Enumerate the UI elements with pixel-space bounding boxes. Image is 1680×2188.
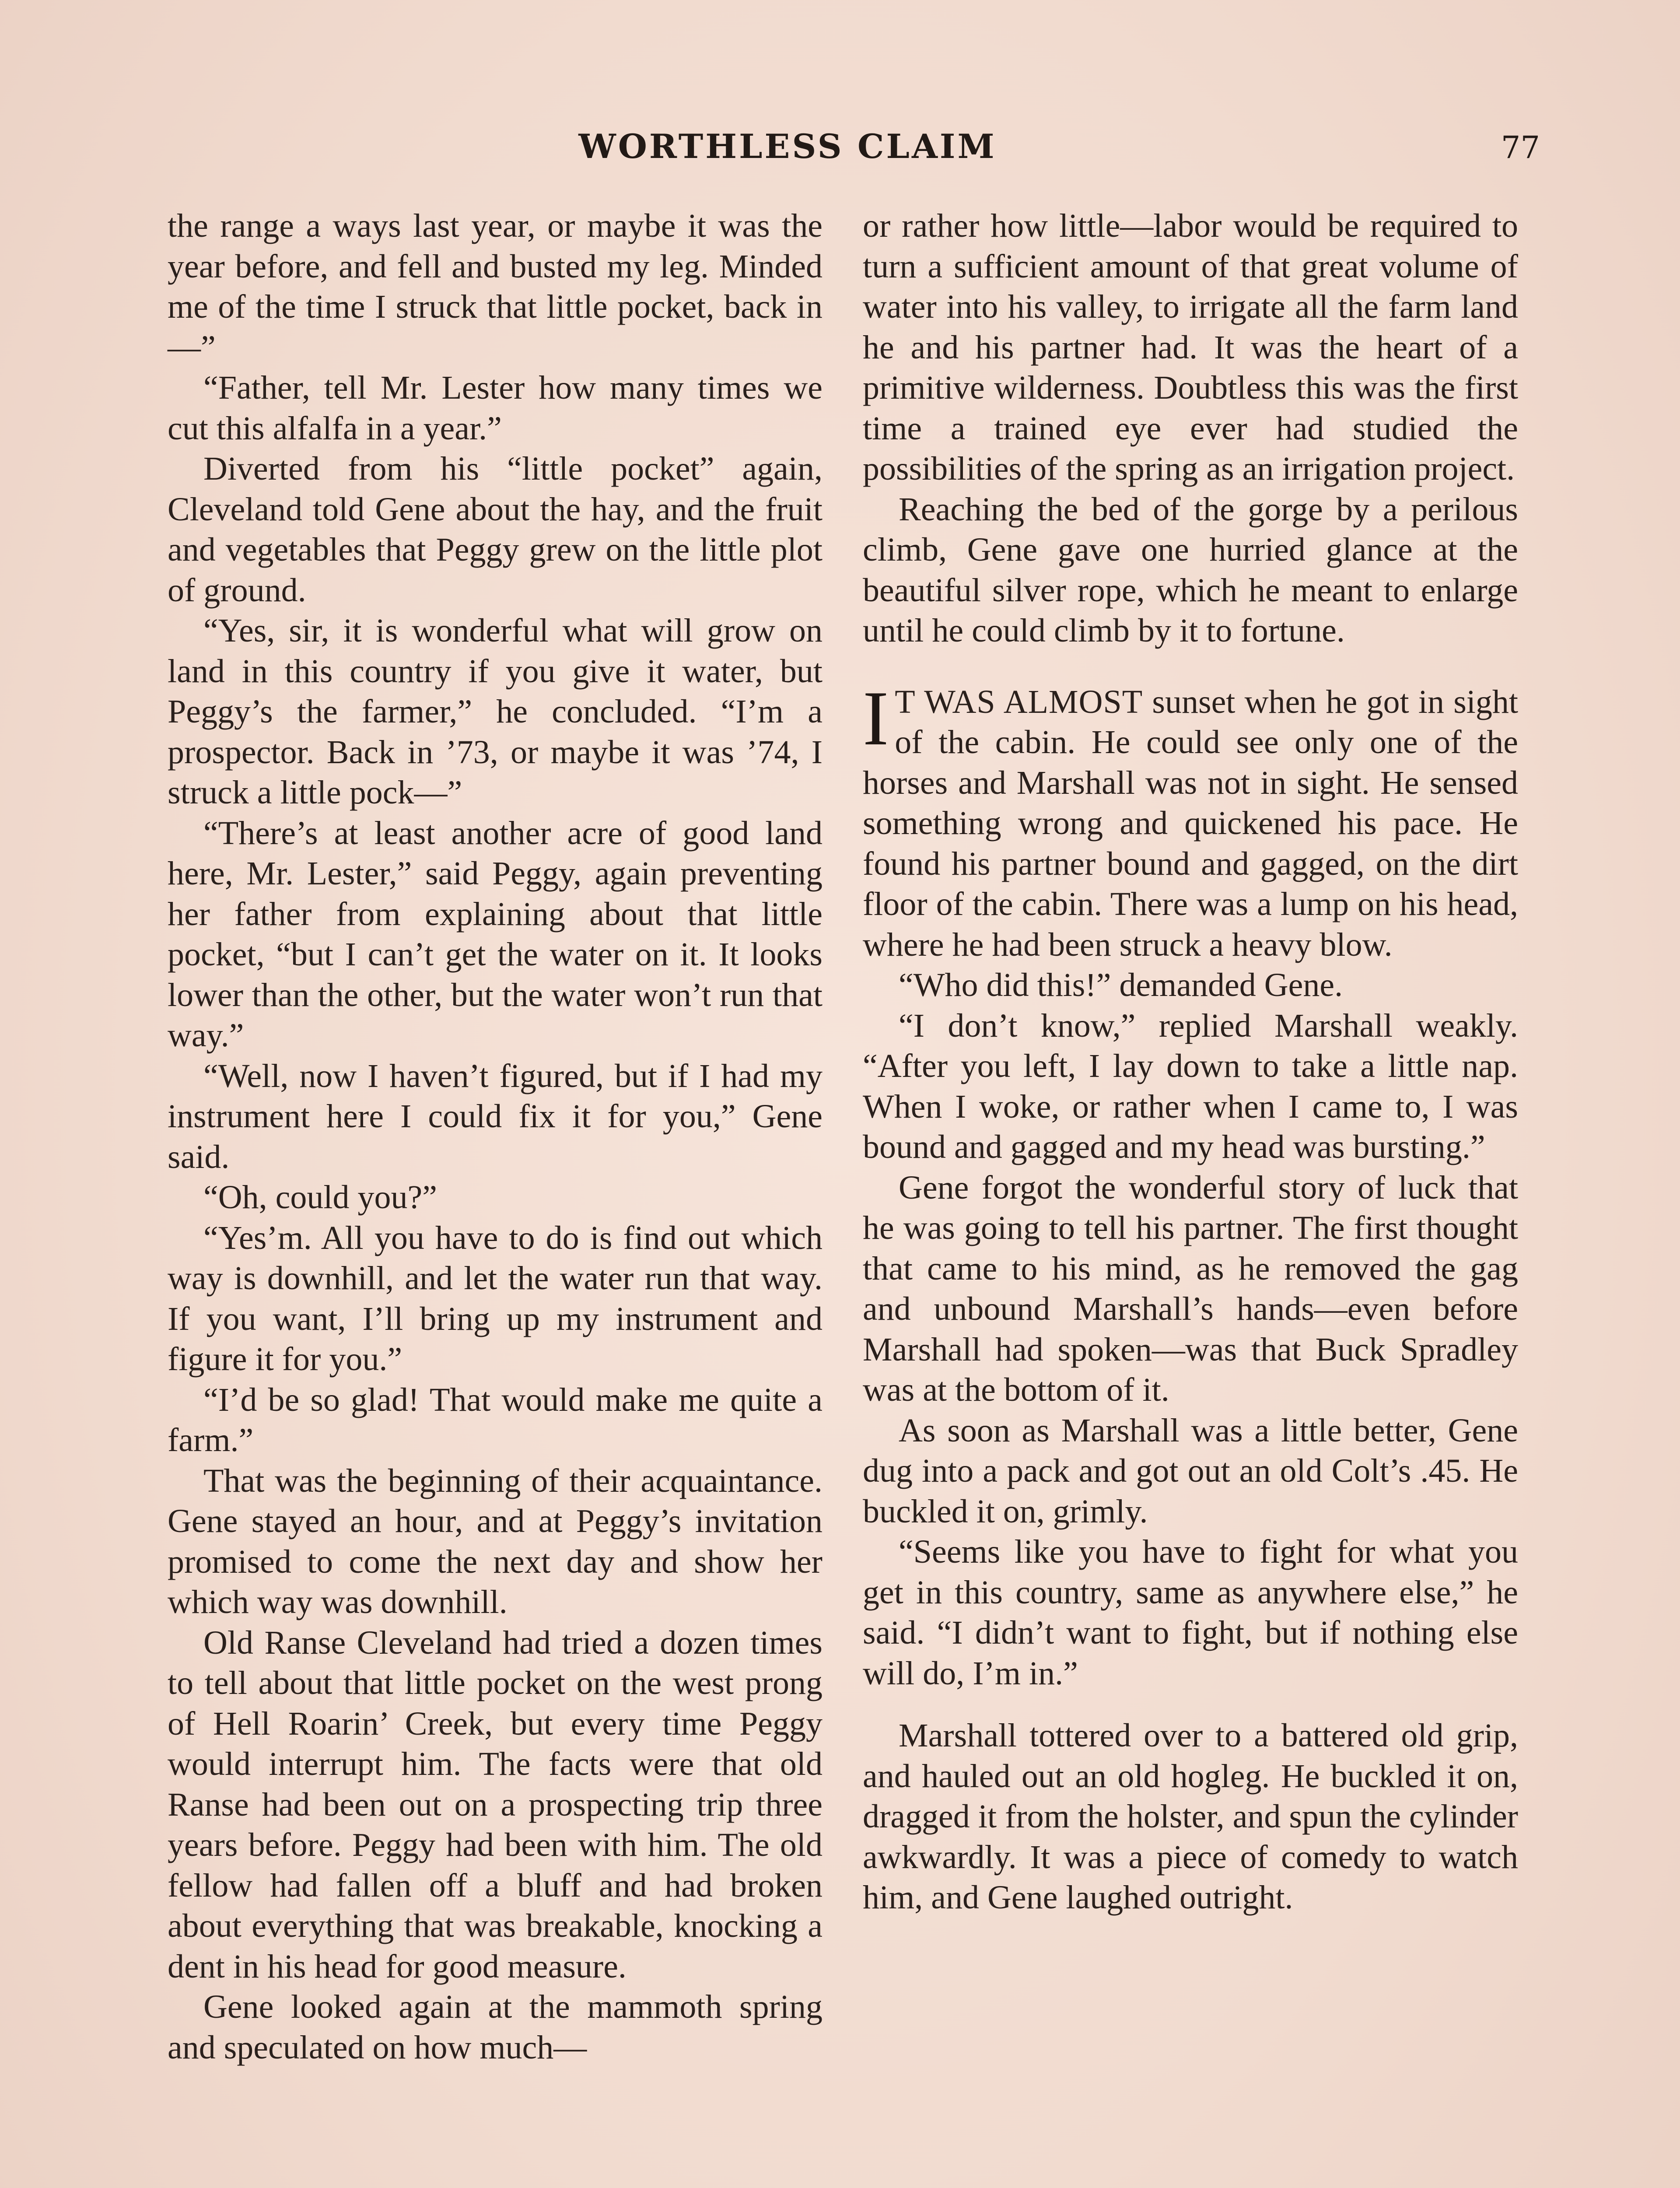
paragraph: “Oh, could you?”: [203, 1179, 437, 1216]
paragraph: the range a ways last year, or maybe it was the year before, and fell and busted my leg. Minded me of the time I struck that little pocket, back in—”: [168, 207, 822, 366]
paragraph: That was the beginning of their acquaintance. Gene stayed an hour, and at Peggy’s invitation promised to come the next day and show her which way was downhill.: [168, 1462, 822, 1620]
paragraph: Diverted from his “little pocket” again, Cleveland told Gene about the hay, and the fruit and vegetables that Peggy grew on the little plot of ground.: [168, 450, 822, 609]
paragraph: “Father, tell Mr. Lester how many times we cut this alfalfa in a year.”: [168, 369, 822, 447]
right-text-column: [863, 206, 1518, 1918]
section-text: sunset when he got in sight of the cabin. He could see only one of the horses and Marshall was not in sight. He sensed something wrong and quickened his pace. He found his partner bound and gagged, on the dirt floor of the cabin. There was a lump on his head, where he had been struck a heavy blow.: [863, 683, 1518, 963]
paragraph: “Well, now I haven’t figured, but if I had my instrument here I could fix it for you,” Gene said.: [168, 1057, 822, 1175]
paragraph: “I’d be so glad! That would make me quite a farm.”: [168, 1381, 822, 1459]
paragraph: “Yes, sir, it is wonderful what will grow on land in this country if you give it water, but Peggy’s the farmer,” he concluded. “I’m a prospector. Back in ’73, or maybe it was ’74, I struck a little pock—”: [168, 612, 822, 811]
paragraph: Reaching the bed of the gorge by a perilous climb, Gene gave one hurried glance at the beautiful silver rope, which he meant to enlarge until he could climb by it to fortune.: [863, 491, 1518, 649]
paragraph: “Who did this!” demanded Gene.: [899, 967, 1343, 1003]
paragraph: or rather how little—labor would be required to turn a sufficient amount of that great volume of water into his valley, to irrigate all the farm land he and his partner had. It was the heart of a primitive wilderness. Doubtless this was the first time a trained eye ever had studied the possibilities of the spring as an irrigation project.: [863, 207, 1518, 487]
paragraph: “Seems like you have to fight for what you get in this country, same as anywhere else,” he said. “I didn’t want to fight, but if nothing else will do, I’m in.”: [863, 1533, 1518, 1692]
paragraph: Gene forgot the wonderful story of luck that he was going to tell his partner. The first thought that came to his mind, as he removed the gag and unbound Marshall’s hands—even before Marshall had spoken—was that Buck Spradley was at the bottom of it.: [863, 1169, 1518, 1408]
paragraph: “Yes’m. All you have to do is find out which way is downhill, and let the water run that way. If you want, I’ll bring up my instrument and figure it for you.”: [168, 1219, 822, 1378]
paragraph: “There’s at least another acre of good land here, Mr. Lester,” said Peggy, again preventing her father from explaining about that little pocket, “but I can’t get the water on it. It looks lower than the other, but the water won’t run that way.”: [168, 814, 822, 1054]
section-opening-paragraph: [863, 674, 1518, 965]
drop-cap: I: [863, 674, 889, 761]
section-lead-caps: T WAS ALMOST: [895, 683, 1143, 720]
paragraph: Old Ranse Cleveland had tried a dozen times to tell about that little pocket on the west prong of Hell Roarin’ Creek, but every time Peggy would interrupt him. The facts were that old Ranse had been out on a prospecting trip three years before. Peggy had been with him. The old fellow had fallen off a bluff and had broken about everything that was breakable, knocking a dent in his head for good measure.: [168, 1624, 822, 1985]
paragraph: Gene looked again at the mammoth spring and speculated on how much—: [168, 1988, 822, 2066]
page-number: 77: [1501, 130, 1540, 165]
left-text-column: [168, 206, 822, 2068]
paragraph: As soon as Marshall was a little better, Gene dug into a pack and got out an old Colt’s .45. He buckled it on, grimly.: [863, 1412, 1518, 1530]
paragraph: Marshall tottered over to a battered old grip, and hauled out an old hogleg. He buckled it on, dragged it from the holster, and spun the cylinder awkwardly. It was a piece of comedy to watch him, and Gene laughed outright.: [863, 1717, 1518, 1916]
running-head-title: WORTHLESS CLAIM: [578, 127, 997, 166]
paragraph: “I don’t know,” replied Marshall weakly. “After you left, I lay down to take a little nap. When I woke, or rather when I came to, I was bound and gagged and my head was bursting.”: [863, 1007, 1518, 1165]
